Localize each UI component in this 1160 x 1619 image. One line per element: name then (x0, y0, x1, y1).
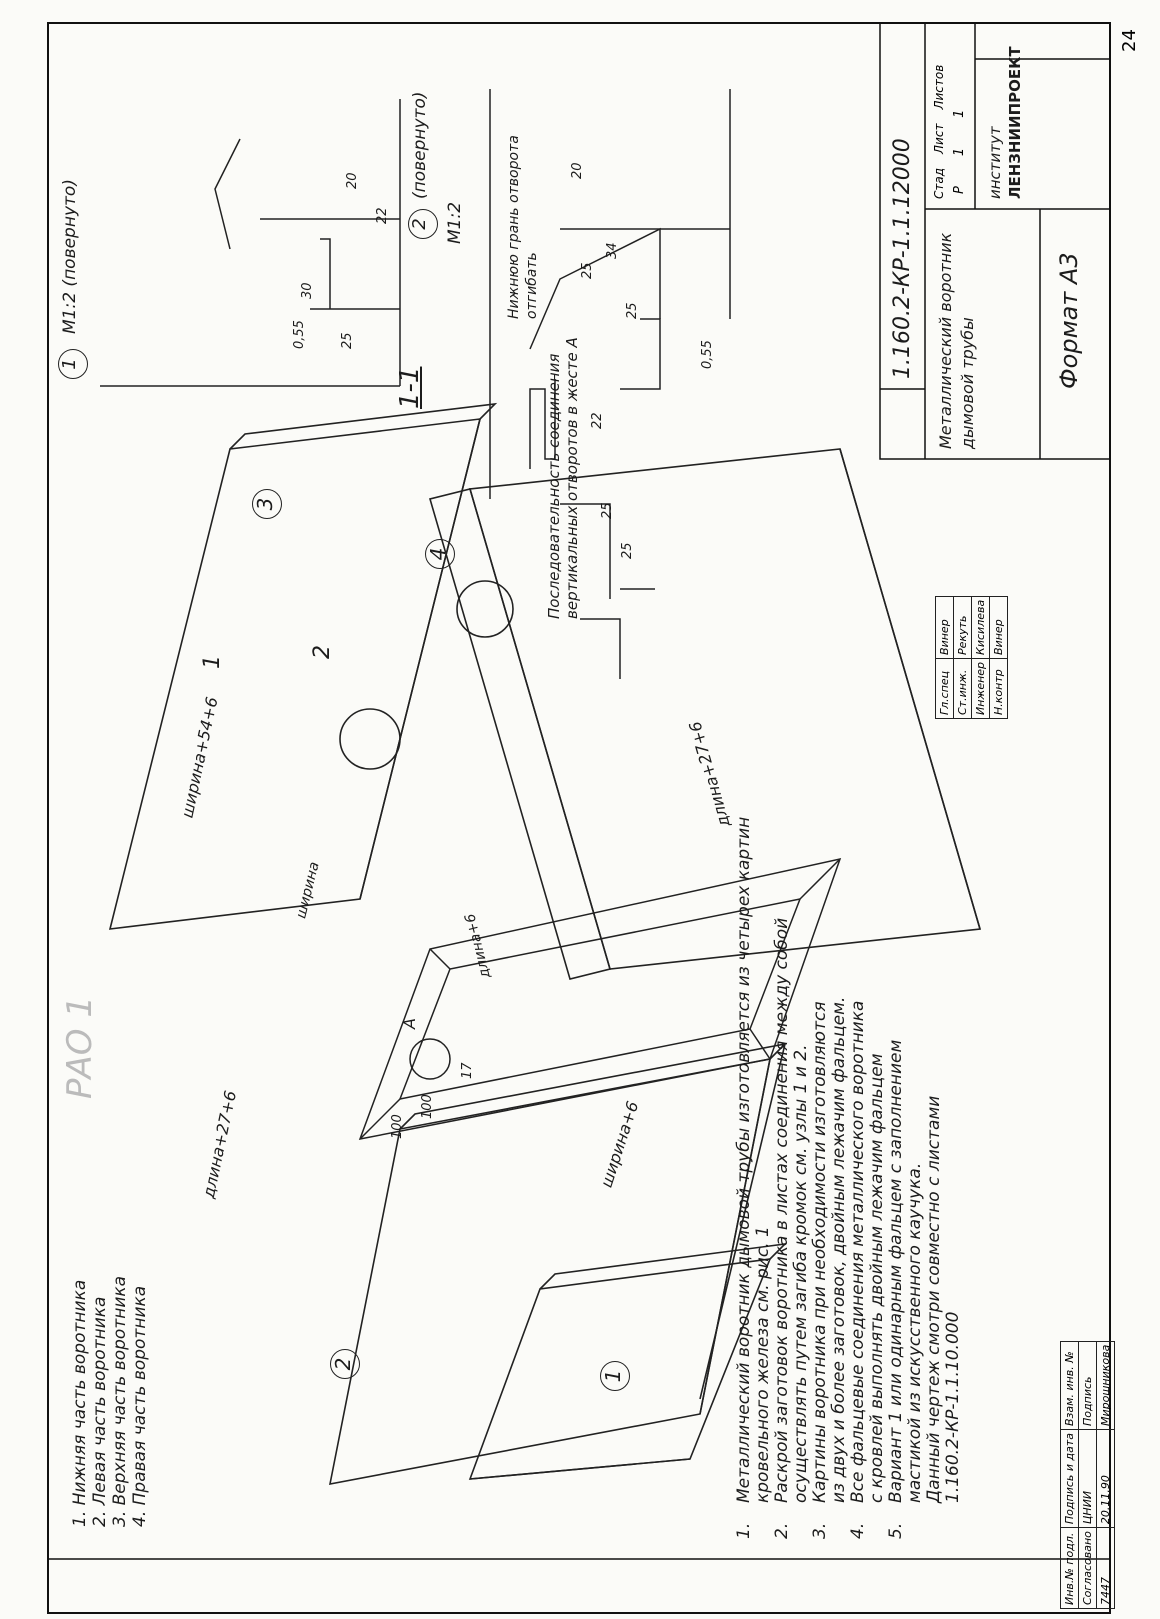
center-width-label: ширина (293, 860, 323, 921)
dim-length-left: длина+27+6 (198, 1088, 241, 1200)
node-1-dim-20: 20 (345, 172, 360, 189)
section-dim-25b: 25 (620, 542, 635, 559)
drawing-name: Металлический воротник дымовой трубы (936, 232, 977, 449)
center-a-label: А (400, 1018, 419, 1029)
legend (70, 1276, 150, 1527)
table-row: Инженер Кисилева (972, 596, 990, 718)
side-stamp (1060, 1341, 1115, 1609)
node-1-dim-30: 30 (300, 282, 315, 299)
drawing-code: 1.160.2-КР-1.1.12000 (890, 138, 915, 379)
node-1-marker: 1 (58, 349, 88, 379)
note-item: 3. Картины воротника при необходимости изготовляются из двух и более заготовок, двойным лежачим фальцем. (810, 996, 849, 1539)
node-1-dim-055: 0,55 (292, 320, 307, 349)
table-row: Инв.№ подл. Подпись и дата Взам. инв. № (1061, 1341, 1079, 1608)
stage-sheet-values: Р 1 1 (952, 109, 967, 194)
node-2-marker: 2 (408, 209, 438, 239)
section-dim-22: 22 (590, 412, 605, 429)
section-label: 1-1 (395, 366, 425, 409)
part-3-marker: 3 (252, 489, 282, 519)
organization: институт ЛЕНЗНИИПРОЕКТ (986, 46, 1024, 199)
legend-item: 4. Правая часть воротника (130, 1285, 150, 1527)
legend-item: 1. Нижняя часть воротника (70, 1279, 90, 1527)
center-length-label: длина+6 (462, 911, 494, 980)
node-2-dim-25b: 25 (625, 302, 640, 319)
part-2-marker: 2 (330, 1349, 360, 1379)
dim-width-top: ширина+54+6 (177, 695, 222, 820)
leader-1-label: 1 (200, 655, 225, 669)
center-100a-label: 100 (390, 1114, 405, 1139)
node-2-dim-055: 0,55 (700, 340, 715, 369)
node-2-dim-34: 34 (605, 242, 620, 259)
node-1-dim-25: 25 (340, 332, 355, 349)
note-item: 4. Все фальцевые соединения металлического воротника с кровлей выполнять двойным лежачим фальцем (848, 1000, 887, 1539)
note-item: 5. Вариант 1 или одинарным фальцем с заполнением мастикой из искусственного каучука. Данный чертеж смотри совместно с листами 1.160.2-КР-1.1.10.000 (886, 1039, 963, 1539)
table-row: Н.контр Винер (990, 596, 1008, 718)
table-row: Ст.инж. Рекуть (954, 596, 972, 718)
note-item: 1. Металлический воротник дымовой трубы изготовляется из четырех картин кровельного железа см. рис. 1 (734, 816, 773, 1539)
center-17-label: 17 (460, 1062, 475, 1079)
notes (735, 679, 963, 1539)
part-3-drawing (110, 404, 495, 929)
node-2-dim-20: 20 (570, 162, 585, 179)
table-row: Гл.спец Винер (936, 596, 954, 718)
node-1-dim-22: 22 (375, 207, 390, 224)
dim-width-bottom: ширина+6 (596, 1098, 643, 1190)
dim-length-right: длина+27+6 (685, 719, 734, 830)
center-100b-label: 100 (420, 1094, 435, 1119)
part-2-drawing (330, 1044, 785, 1484)
node-2-note: Нижнюю грань отворота отгибать (506, 135, 540, 319)
node-2-title: (повернуто) (410, 91, 430, 199)
table-row: 7447 20.11.90 Мирошникова (1097, 1341, 1115, 1608)
table-row: Согласовано ЦНИИ Подпись (1079, 1341, 1097, 1608)
faint-stamp-mark: РАО 1 (60, 996, 100, 1099)
part-1-marker: 1 (600, 1361, 630, 1391)
legend-item: 2. Левая часть воротника (90, 1296, 110, 1527)
leader-2-label: 2 (310, 645, 335, 659)
sequence-title: Последовательность соединения вертикальных отворотов в жесте А (545, 337, 581, 619)
page-number: 24 (1118, 29, 1140, 52)
signature-table (935, 596, 1008, 719)
node-1-drawing (100, 99, 400, 386)
section-dim-25a: 25 (600, 502, 615, 519)
format-label: Формат А3 (1055, 252, 1083, 389)
part-4-marker: 4 (425, 539, 455, 569)
legend-item: 3. Верхняя часть воротника (110, 1275, 130, 1527)
stage-sheet-header: Стад Лист Листов (932, 64, 946, 199)
node-2-dim-25a: 25 (580, 262, 595, 279)
note-item: 2. Раскрой заготовок воротника в листах соединения между собой осуществлять путем загиба кромок см. узлы 1 и 2. (772, 917, 811, 1539)
node-2-scale: М1:2 (445, 201, 465, 244)
node-1-title: М1:2 (повернуто) (60, 179, 80, 334)
